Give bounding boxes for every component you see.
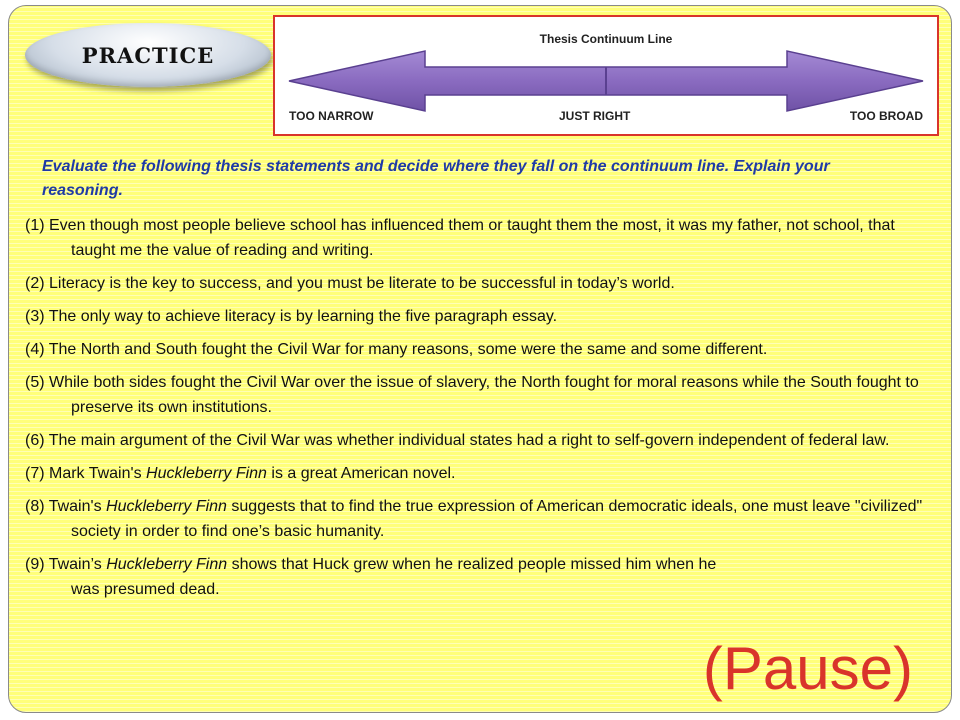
thesis-statement-3: (3) The only way to achieve literacy is by learning the five paragraph essay.	[25, 308, 558, 325]
thesis-statement-2: (2) Literacy is the key to success, and you must be literate to be successful in today’s world.	[25, 275, 675, 292]
thesis-statement-6: (6) The main argument of the Civil War was whether individual states had a right to self-govern independent of federal law.	[25, 432, 890, 449]
thesis-continuum-diagram	[273, 15, 939, 136]
pause-label: (Pause)	[702, 635, 913, 702]
just-right-label: JUST RIGHT	[559, 109, 631, 123]
thesis-statement-list	[25, 213, 935, 610]
too-broad-label: TOO BROAD	[849, 109, 923, 123]
instructions-text: Evaluate the following thesis statements and decide where they fall on the continuum line. Explain your reasoning.	[42, 158, 830, 199]
too-narrow-label: TOO NARROW	[289, 109, 374, 123]
practice-badge-label: PRACTICE	[81, 42, 215, 68]
continuum-title: Thesis Continuum Line	[539, 32, 673, 46]
thesis-statement-9: (9) Twain’s Huckleberry Finn shows that Huck grew when he realized people missed him when he was presumed dead.	[25, 556, 717, 598]
thesis-statement-8: (8) Twain's Huckleberry Finn suggests that to find the true expression of American democratic ideals, one must leave "civilized" society in order to find one’s basic humanity.	[25, 498, 923, 540]
thesis-statement-1: (1) Even though most people believe school has influenced them or taught them the most, it was my father, not school, that taught me the value of reading and writing.	[25, 217, 895, 259]
slide	[8, 5, 952, 713]
practice-badge	[25, 23, 271, 87]
thesis-statement-4: (4) The North and South fought the Civil War for many reasons, some were the same and some different.	[25, 341, 768, 358]
thesis-statement-5: (5) While both sides fought the Civil War over the issue of slavery, the North fought for moral reasons while the South fought to preserve its own institutions.	[25, 374, 919, 416]
thesis-statement-7: (7) Mark Twain's Huckleberry Finn is a great American novel.	[25, 465, 456, 482]
